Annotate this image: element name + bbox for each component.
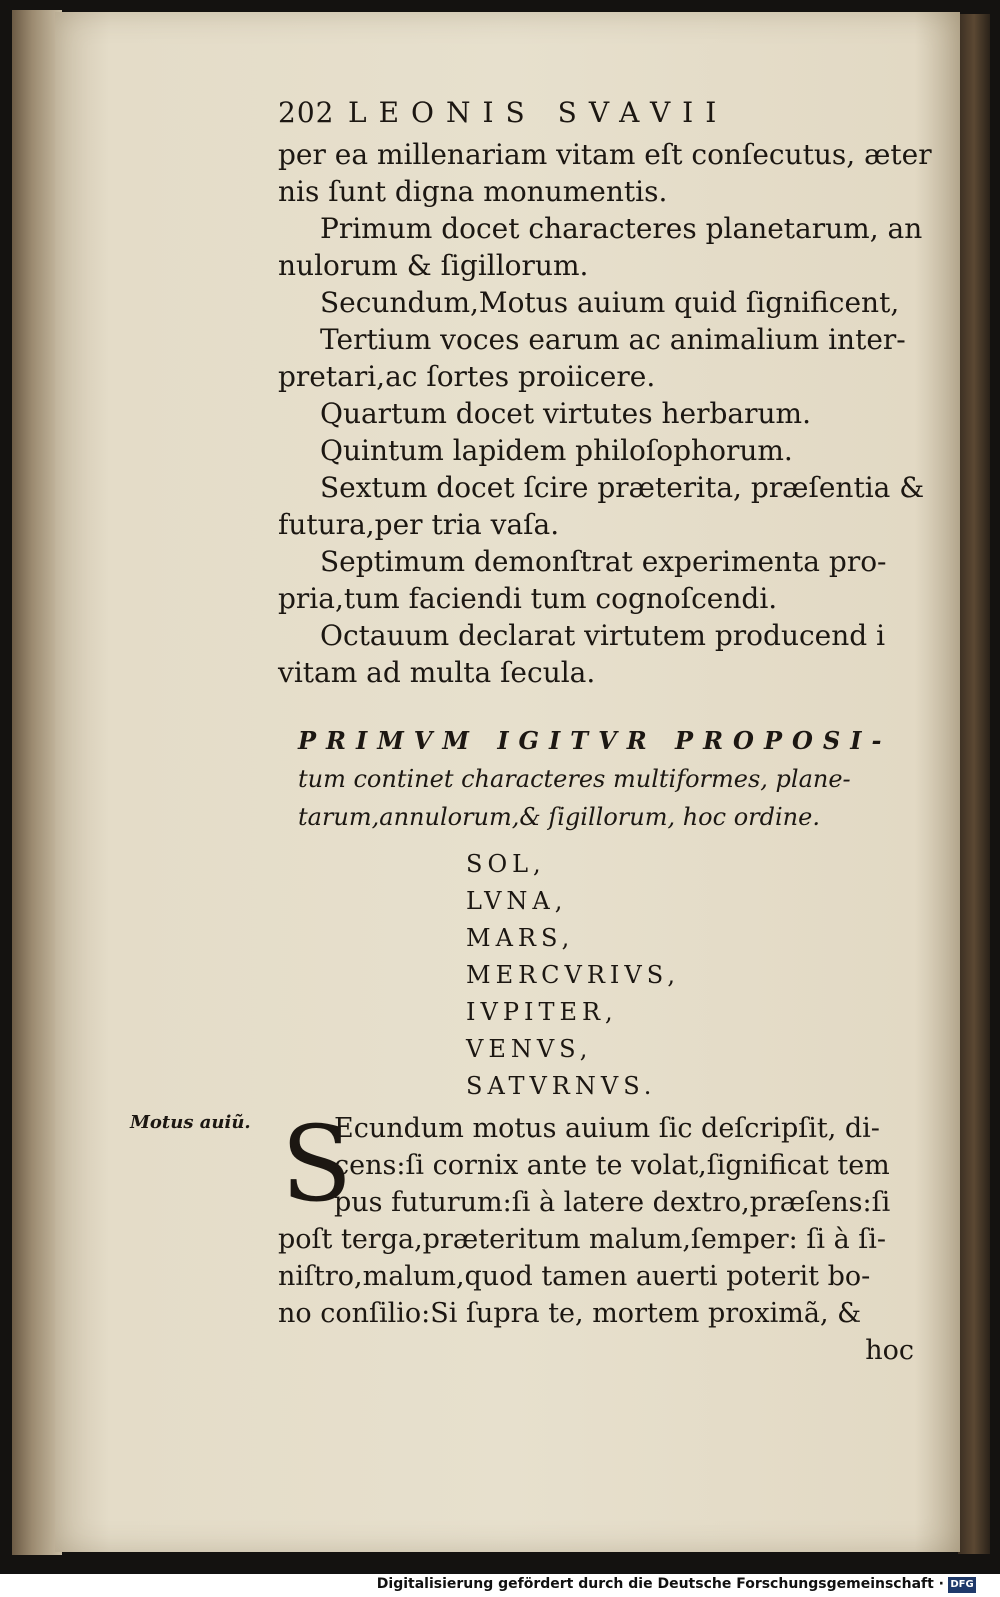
- text-line: pus futurum:ſi à latere dextro,præſens:ſi: [334, 1187, 891, 1218]
- planet-item: VENVS,: [466, 1035, 593, 1063]
- heading-line: tarum,annulorum,& ſigillorum, hoc ordine.: [298, 803, 820, 831]
- text-line: poſt terga,præteritum malum,ſemper: ſi à ſi-: [278, 1224, 887, 1255]
- text-line: vitam ad multa ſecula.: [278, 656, 596, 689]
- heading-line: tum continet characteres multiformes, plane-: [298, 765, 851, 793]
- text-line: nis ſunt digna monumentis.: [278, 175, 668, 208]
- text-line: Sextum docet ſcire præterita, præſentia &: [320, 471, 925, 504]
- text-line: pria,tum faciendi tum cognoſcendi.: [278, 582, 778, 615]
- footer-bar: [0, 1574, 1000, 1597]
- marginal-note: Motus auiũ.: [130, 1112, 251, 1133]
- text-line: Tertium voces earum ac animalium inter-: [320, 323, 906, 356]
- running-title: LEONIS SVAVII: [348, 96, 729, 129]
- dfg-logo-icon: DFG: [948, 1577, 976, 1593]
- text-line: Octauum declarat virtutem producend i: [320, 619, 886, 652]
- planet-item: SATVRNVS.: [466, 1072, 657, 1100]
- body-text: [278, 136, 932, 691]
- text-line: no conſilio:Si ſupra te, mortem proximã, &: [278, 1298, 862, 1329]
- catchword: hoc: [865, 1335, 914, 1366]
- section-heading: [298, 722, 898, 836]
- book-cover-right-edge: [958, 14, 990, 1554]
- text-line: Primum docet characteres planetarum, an: [320, 212, 923, 245]
- planet-item: IVPITER,: [466, 998, 618, 1026]
- text-line: futura,per tria vaſa.: [278, 508, 560, 541]
- planet-item: LVNA,: [466, 887, 568, 915]
- text-line: Septimum demonſtrat experimenta pro-: [320, 545, 887, 578]
- text-line: Quintum lapidem philoſophorum.: [320, 434, 793, 467]
- planet-item: MERCVRIVS,: [466, 961, 680, 989]
- text-line: cens:ſi cornix ante te volat,ſignificat tem: [334, 1150, 890, 1181]
- paragraph: [278, 1103, 928, 1369]
- text-line: nulorum & ſigillorum.: [278, 249, 589, 282]
- funding-credit: Digitalisierung gefördert durch die Deutsche Forschungsgemeinschaft ·: [376, 1576, 944, 1592]
- text-line: Quartum docet virtutes herbarum.: [320, 397, 811, 430]
- text-line: per ea millenariam vitam eſt conſecutus, æter: [278, 138, 932, 171]
- planet-item: SOL,: [466, 850, 546, 878]
- heading-line: PRIMVM IGITVR PROPOSI-: [298, 726, 892, 755]
- text-line: pretari,ac ſortes proiicere.: [278, 360, 656, 393]
- drop-cap: S: [281, 1103, 353, 1225]
- page-number: 202: [278, 96, 335, 129]
- text-line: Ecundum motus auium ſic deſcripſit, di-: [334, 1113, 880, 1144]
- text-line: Secundum,Motus auium quid ſignificent,: [320, 286, 900, 319]
- page-header: [278, 96, 818, 136]
- planet-item: MARS,: [466, 924, 575, 952]
- planet-list: [466, 846, 766, 1105]
- text-line: niſtro,malum,quod tamen auerti poterit bo-: [278, 1261, 871, 1292]
